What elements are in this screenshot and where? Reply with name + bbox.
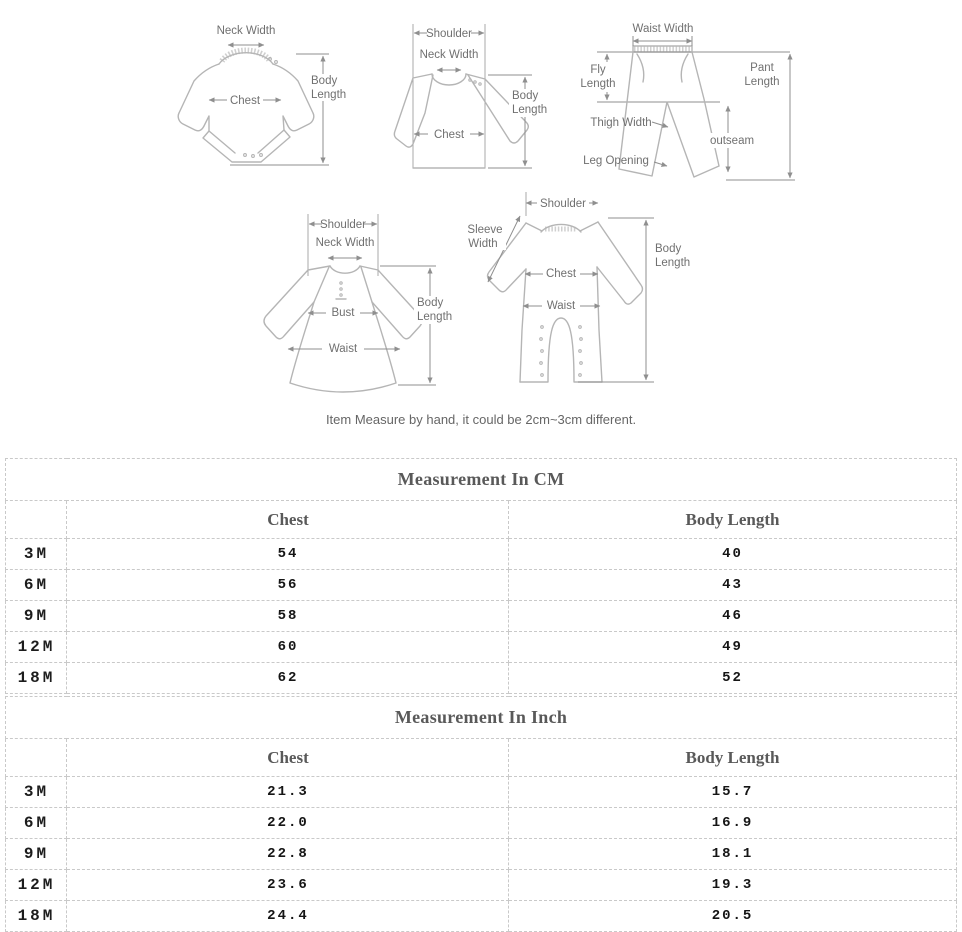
table-row — [6, 777, 956, 808]
body-length-ticks — [230, 54, 329, 165]
label-body-length: Length — [311, 89, 347, 101]
shirt-shoulders — [413, 74, 485, 79]
label-chest: Chest — [545, 268, 577, 280]
snap-dot — [244, 154, 247, 157]
header-row — [6, 501, 956, 539]
bodysuit-right-outline — [273, 64, 314, 131]
table-row — [6, 808, 956, 839]
label-waist: Waist — [546, 300, 576, 312]
size-label: 6M — [6, 808, 67, 839]
size-table-cm — [5, 458, 956, 694]
column-header-size — [6, 739, 67, 777]
body-length-ticks — [578, 218, 654, 382]
figure-dress — [250, 196, 465, 406]
label-chest: Chest — [229, 95, 261, 107]
bodysuit-left-outline — [178, 64, 219, 131]
table-row — [6, 870, 956, 901]
body-length-value: 16.9 — [509, 808, 956, 839]
button-dot — [340, 294, 342, 296]
label-thigh-width: Thigh Width — [590, 117, 652, 129]
body-length-value: 49 — [509, 632, 956, 663]
size-label: 6M — [6, 570, 67, 601]
table-row — [6, 901, 956, 932]
table-row — [6, 663, 956, 694]
chest-value: 56 — [67, 570, 509, 601]
measurement-note: Item Measure by hand, it could be 2cm~3cm different. — [325, 412, 637, 427]
dress-neckline — [330, 266, 360, 273]
bodysuit-bottom — [203, 130, 290, 162]
column-header-body-length: Body Length — [509, 501, 956, 539]
snap-dot — [252, 155, 255, 158]
snap-dot — [540, 338, 543, 341]
body-length-ticks — [380, 266, 436, 385]
table-row — [6, 839, 956, 870]
snap-dot — [580, 338, 583, 341]
size-label: 12M — [6, 632, 67, 663]
size-table-inch — [5, 696, 956, 932]
figure-shirt — [392, 14, 567, 182]
size-label: 9M — [6, 839, 67, 870]
label-fly-length: Fly — [590, 64, 606, 76]
figure-romper — [458, 190, 693, 410]
body-length-value: 46 — [509, 601, 956, 632]
size-label: 3M — [6, 777, 67, 808]
chest-value: 62 — [67, 663, 509, 694]
header-row — [6, 739, 956, 777]
figure-pants — [576, 14, 801, 186]
body-length-value: 18.1 — [509, 839, 956, 870]
label-sleeve-width: Width — [468, 238, 498, 250]
size-label: 18M — [6, 663, 67, 694]
snap-dot — [541, 350, 544, 353]
body-length-value: 19.3 — [509, 870, 956, 901]
chest-value: 21.3 — [67, 777, 509, 808]
label-waist: Waist — [328, 343, 358, 355]
pants-pockets — [637, 54, 688, 82]
table-row — [6, 570, 956, 601]
body-length-value: 52 — [509, 663, 956, 694]
body-length-value: 20.5 — [509, 901, 956, 932]
label-body-length: Body — [655, 243, 682, 255]
chest-value: 58 — [67, 601, 509, 632]
size-label: 12M — [6, 870, 67, 901]
label-neck-width: Neck Width — [419, 49, 479, 61]
chest-value: 54 — [67, 539, 509, 570]
chest-value: 22.8 — [67, 839, 509, 870]
shirt-left-sleeve — [394, 75, 433, 147]
dress-left-sleeve — [264, 267, 329, 339]
table-title-cm: Measurement In CM — [6, 459, 956, 501]
figure-bodysuit — [163, 16, 358, 178]
column-header-chest: Chest — [67, 501, 509, 539]
label-shoulder: Shoulder — [319, 219, 367, 231]
label-sleeve-width: Sleeve — [467, 224, 503, 236]
body-length-value: 43 — [509, 570, 956, 601]
label-bust: Bust — [331, 307, 355, 319]
column-header-body-length: Body Length — [509, 739, 956, 777]
chest-value: 24.4 — [67, 901, 509, 932]
snap-dot — [479, 83, 481, 85]
snap-dot — [540, 362, 543, 365]
chest-value: 22.0 — [67, 808, 509, 839]
column-header-size — [6, 501, 67, 539]
label-pant-length: Pant — [750, 62, 774, 74]
label-outseam: outseam — [709, 135, 755, 147]
label-body-length: Length — [417, 311, 453, 323]
label-shoulder: Shoulder — [425, 28, 473, 40]
leg-opening-arrow — [654, 162, 667, 166]
label-neck-width: Neck Width — [216, 25, 276, 37]
shoulder-guide-lines — [413, 24, 485, 168]
label-neck-width: Neck Width — [315, 237, 375, 249]
table-row — [6, 601, 956, 632]
romper-right-sleeve — [597, 222, 643, 304]
dress-shoulders — [308, 266, 378, 270]
chest-value: 60 — [67, 632, 509, 663]
snap-dot — [579, 350, 582, 353]
label-shoulder: Shoulder — [539, 198, 587, 210]
shirt-neckline — [432, 74, 466, 85]
button-dot — [340, 288, 342, 290]
snap-dot — [579, 326, 582, 329]
label-pant-length: Length — [744, 76, 780, 88]
label-body-length: Length — [655, 257, 691, 269]
chest-value: 23.6 — [67, 870, 509, 901]
snap-dot — [260, 154, 263, 157]
dress-right-sleeve — [361, 267, 422, 339]
label-waist-width: Waist Width — [632, 23, 694, 35]
label-body-length: Length — [512, 104, 548, 116]
label-chest: Chest — [433, 129, 465, 141]
snap-dot — [275, 61, 278, 64]
table-row — [6, 539, 956, 570]
button-dot — [340, 282, 342, 284]
body-length-value: 40 — [509, 539, 956, 570]
table-row — [6, 632, 956, 663]
table-title-inch: Measurement In Inch — [6, 697, 956, 739]
romper-legs — [520, 318, 602, 382]
measurement-diagrams — [0, 0, 962, 440]
label-body-length: Body — [311, 75, 338, 87]
body-length-value: 15.7 — [509, 777, 956, 808]
column-header-chest: Chest — [67, 739, 509, 777]
label-fly-length: Length — [580, 78, 616, 90]
snap-dot — [580, 362, 583, 365]
snap-dot — [474, 81, 476, 83]
size-label: 3M — [6, 539, 67, 570]
snap-dot — [579, 374, 582, 377]
size-label: 9M — [6, 601, 67, 632]
label-leg-opening: Leg Opening — [583, 155, 649, 167]
label-body-length: Body — [512, 90, 539, 102]
label-body-length: Body — [417, 297, 444, 309]
thigh-width-arrow — [652, 122, 668, 127]
snap-dot — [541, 326, 544, 329]
size-label: 18M — [6, 901, 67, 932]
snap-dot — [541, 374, 544, 377]
romper-body — [520, 267, 602, 382]
